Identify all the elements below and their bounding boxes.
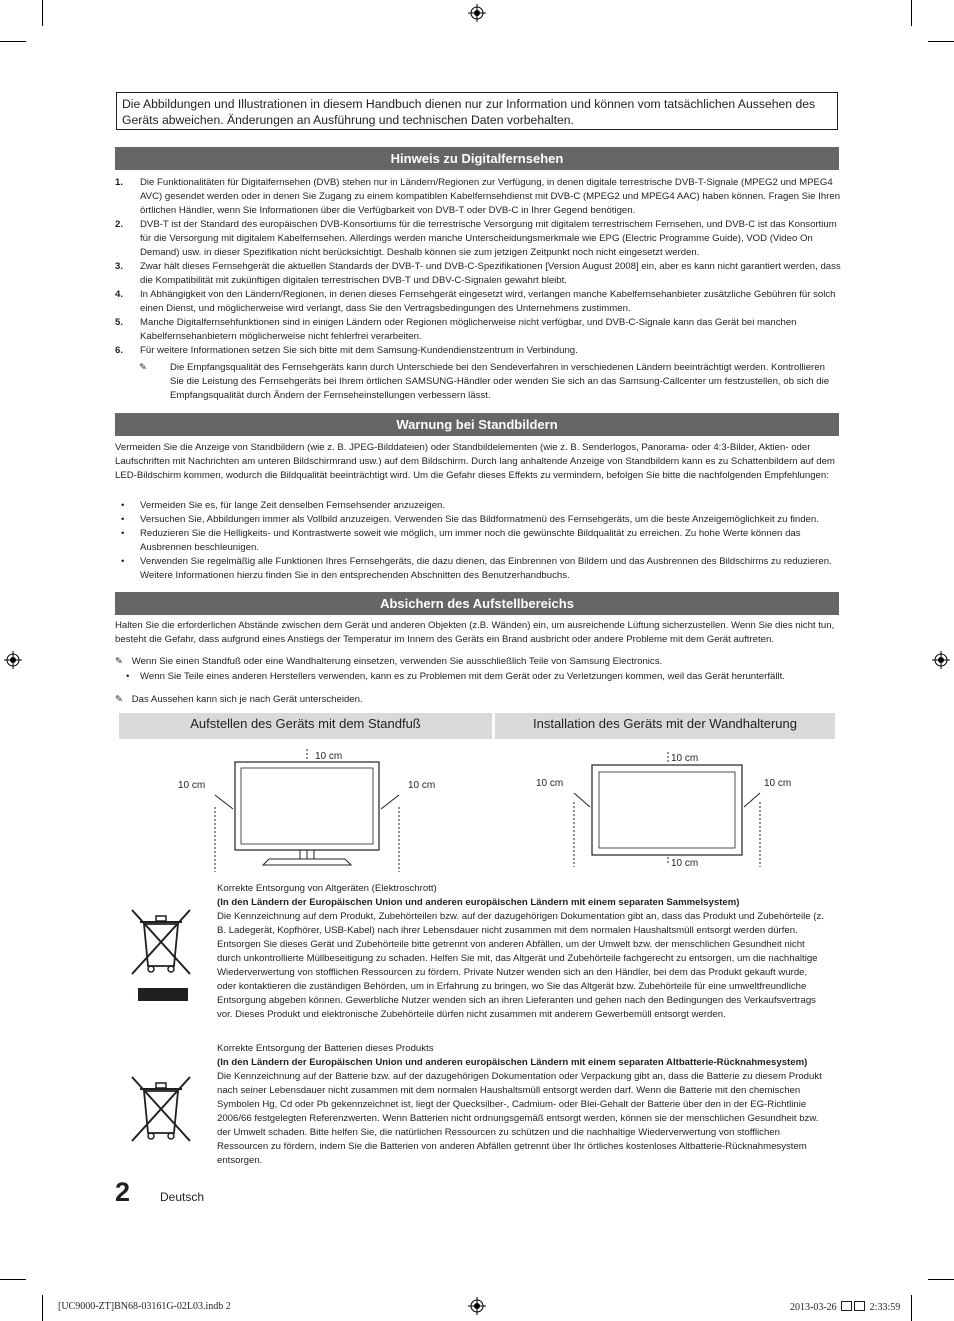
installation-note-1-sub: • Wenn Sie Teile eines anderen Herstellers verwenden, kann es zu Problemen mit dem Gerät oder zu Verletzungen kommen, weil das Gerät herunterfällt. [126, 671, 785, 682]
registration-mark-icon [4, 651, 22, 669]
section-header-installation: Absichern des Aufstellbereichs [115, 592, 839, 615]
list-item: • Reduzieren Sie die Helligkeits- und Kontrastwerte soweit wie möglich, um immer noch die gewünschte Bildqualität zu erreichen. Zu hohe Werte können das Ausbrennen beschleunigen. [121, 528, 801, 553]
list-item: • Verwenden Sie regelmäßig alle Funktionen Ihres Fernsehgeräts, die dazu dienen, das Einbrennen von Bildern und das Ausbrennen des Bildschirms zu reduzieren. Weitere Informationen hierzu finden Sie in den entsprechenden Abschnitten des Benutzerhandbuchs. [121, 556, 832, 581]
crop-mark [928, 1279, 954, 1280]
dimension-label-left: 10 cm [178, 780, 206, 791]
battery-title: Korrekte Entsorgung der Batterien dieses Produkts [217, 1043, 434, 1054]
crop-mark [42, 0, 43, 26]
dimension-label-bottom: 10 cm [671, 858, 699, 869]
crop-mark [928, 41, 954, 42]
page-language: Deutsch [160, 1190, 205, 1204]
registration-mark-icon [468, 1297, 486, 1315]
crop-mark [911, 0, 912, 26]
print-file-name: [UC9000-ZT]BN68-03161G-02L03.indb 2 [58, 1301, 231, 1312]
pencil-note-icon: ✎ [115, 656, 124, 667]
registration-mark-icon [468, 4, 486, 22]
list-item: 6. Für weitere Informationen setzen Sie sich bitte mit dem Samsung-Kundendienstzentrum in Verbindung. [115, 345, 578, 356]
weee-body: Die Kennzeichnung auf dem Produkt, Zubehörteilen bzw. auf der dazugehörigen Dokumentation gibt an, dass das Produkt und Zubehörteile (z. B. Ladegerät, Kopfhörer, USB-Kabel) nach ihrer Lebensdauer nicht zusammen mit dem normalen Haushaltsmüll entsorgt werden dürfen. Entsorgen Sie dieses Gerät und Zubehörteile bitte getrennt von anderen Abfällen, um der Umwelt bzw. der menschlichen Gesundheit nicht durch unkontrollierte Müllbeseitigung zu schaden. Helfen Sie mit, das Altgerät und Zubehörteile fachgerecht zu entsorgen, um die nachhaltige Wiederverwertung von stofflichen Ressourcen zu fördern. Private Nutzer wenden sich an den Händler, bei dem das Produkt gekauft wurde, oder kontaktieren die zuständigen Behörden, um in Erfahrung zu bringen, wo Sie das Altgerät bzw. Zubehörteile für eine umweltfreundliche Entsorgung abgeben können. Gewerbliche Nutzer wenden sich an ihren Lieferanten und gehen nach den Bedingungen des Verkaufsvertrags vor. Dieses Produkt und elektronische Zubehörteile dürfen nicht zusammen mit anderem Gewerbemüll entsorgt werden. [217, 911, 824, 1020]
stand-install-header: Aufstellen des Geräts mit dem Standfuß [119, 713, 492, 739]
page-number: 2 [115, 1177, 131, 1207]
crossed-bin-icon [130, 908, 192, 1003]
installation-note-1: ✎ Wenn Sie einen Standfuß oder eine Wandhalterung einsetzen, verwenden Sie ausschließlich Teile von Samsung Electronics. [115, 656, 663, 667]
pencil-note-icon: ✎ [139, 362, 148, 373]
section-header-digital-tv: Hinweis zu Digitalfernsehen [115, 147, 839, 170]
stand-clearance-diagram [175, 747, 445, 872]
still-images-intro: Vermeiden Sie die Anzeige von Standbildern (wie z. B. JPEG-Bilddateien) oder Standbildelementen (wie z. B. Senderlogos, Panorama- oder 4:3-Bilder, Aktien- oder Laufschriften mit Nachrichten am unteren Bildschirmrand usw.) auf dem Bildschirm. Durch lang anhaltende Anzeige von Standbildern kann es zu Schattenbildern auf dem LED-Bildschirm kommen, wodurch die Bildqualität beeinträchtigt wird. Um die Gefahr dieses Effekts zu vermindern, befolgen Sie bitte die nachfolgenden Empfehlungen: [115, 442, 835, 481]
print-date: 2013-03-26 2:33:59 [790, 1302, 901, 1313]
bullet: • [126, 671, 130, 682]
calendar-glyph-icon [841, 1301, 852, 1311]
dimension-label-right: 10 cm [764, 778, 792, 789]
dimension-label-top: 10 cm [315, 751, 343, 762]
section-header-still-images: Warnung bei Standbildern [115, 413, 839, 436]
battery-disposal-text [217, 1042, 829, 1168]
list-item: • Vermeiden Sie es, für lange Zeit denselben Fernsehsender anzuzeigen. [121, 500, 446, 511]
list-item: • Versuchen Sie, Abbildungen immer als Vollbild anzuzeigen. Verwenden Sie das Bildformatmenü des Fernsehgeräts, um die beste Anzeigemöglichkeit zu finden. [121, 514, 819, 525]
list-item: 1. Die Funktionalitäten für Digitalfernsehen (DVB) stehen nur in Ländern/Regionen zur Verfügung, in denen digitale terrestrische DVB-T-Signale (MPEG2 und MPEG4 AVC) gesendet werden oder in denen Sie Zugang zu einem kompatiblen Kabelfernsehdienst mit DVB-C (MPEG2 und MPEG4 AAC) haben können. Fragen Sie Ihren örtlichen Händler, wenn Sie Informationen über die Verfügbarkeit von DVB-T oder DVB-C in Ihrer Gegend benötigen. [115, 177, 841, 216]
crop-mark [42, 1295, 43, 1321]
wall-install-header: Installation des Geräts mit der Wandhalterung [495, 713, 835, 739]
crossed-battery-bin-icon [130, 1075, 192, 1147]
still-images-list [115, 499, 841, 583]
reception-note: ✎ Die Empfangsqualität des Fernsehgeräts kann durch Unterschiede bei den Sendeverfahren in verschiedenen Ländern beeinträchtigt werden. Kontrollieren Sie die Leistung des Fernsehgeräts bei Ihrem örtlichen SAMSUNG-Händler oder wenden Sie sich an das Samsung-Callcenter um festzustellen, ob sich die Empfangsqualität durch Ändern der Fernseheinstellungen verbessern lässt. [139, 362, 830, 401]
list-item: 5. Manche Digitalfernsehfunktionen sind in einigen Ländern oder Regionen möglicherweise nicht verfügbar, und DVB-C-Signale kann das Gerät bei manchen Kabelfernsehanbietern möglicherweise nicht fehlerfrei verarbeiten. [115, 317, 797, 342]
weee-disposal-text [217, 882, 829, 1022]
dimension-label-top: 10 cm [671, 753, 699, 764]
pencil-note-icon: ✎ [115, 694, 124, 705]
calendar-glyph-icon [854, 1301, 865, 1311]
installation-note-2: ✎ Das Aussehen kann sich je nach Gerät unterscheiden. [115, 694, 363, 705]
crop-mark [0, 1279, 26, 1280]
crop-mark [0, 41, 26, 42]
disclaimer-box: Die Abbildungen und Illustrationen in diesem Handbuch dienen nur zur Information und können vom tatsächlichen Aussehen des Geräts abweichen. Änderungen an Ausführung und technischen Daten vorbehalten. [116, 92, 838, 130]
weee-subtitle: (In den Ländern der Europäischen Union und anderen europäischen Ländern mit einem separaten Sammelsystem) [217, 897, 740, 908]
list-item: 3. Zwar hält dieses Fernsehgerät die aktuellen Standards der DVB-T- und DVB-C-Spezifikationen [Version August 2008] ein, aber es kann nicht garantiert werden, dass die Kompatibilität mit zukünftigen digitalen terrestrischen DVB-T und DBV-C-Signalen gewahrt bleibt. [115, 261, 841, 286]
registration-mark-icon [932, 651, 950, 669]
dimension-label-right: 10 cm [408, 780, 436, 791]
installation-intro: Halten Sie die erforderlichen Abstände zwischen dem Gerät und anderen Objekten (z.B. Wänden) ein, um ausreichende Lüftung sicherzustellen. Wenn Sie dies nicht tun, besteht die Gefahr, dass aufgrund eines Anstiegs der Temperatur im Innern des Geräts ein Brand ausbricht oder andere Probleme mit dem Gerät auftreten. [115, 620, 835, 645]
dimension-label-left: 10 cm [536, 778, 564, 789]
wall-clearance-diagram [545, 747, 795, 872]
crop-mark [911, 1295, 912, 1321]
digital-tv-list [115, 176, 841, 403]
battery-body: Die Kennzeichnung auf der Batterie bzw. auf der dazugehörigen Dokumentation oder Verpackung gibt an, dass die Batterie zu diesem Produkt nach seiner Lebensdauer nicht zusammen mit dem normalen Haushaltsmüll entsorgt werden darf. Wenn die Batterie mit den chemischen Symbolen Hg, Cd oder Pb gekennzeichnet ist, liegt der Quecksilber-, Cadmium- oder Blei-Gehalt der Batterie über den in der EG-Richtlinie 2006/66 festgelegten Referenzwerten. Wenn Batterien nicht ordnungsgemäß entsorgt werden, können sie der menschlichen Gesundheit bzw. der Umwelt schaden. Bitte helfen Sie, die natürlichen Ressourcen zu schützen und die nachhaltige Wiederverwertung von stofflichen Ressourcen zu fördern, indem Sie die Batterien von anderen Abfällen getrennt über Ihr örtliches kostenloses Altbatterie-Rücknahmesystem entsorgen. [217, 1071, 822, 1166]
battery-subtitle: (In den Ländern der Europäischen Union und anderen europäischen Ländern mit einem separaten Altbatterie-Rücknahmesystem) [217, 1057, 808, 1068]
weee-title: Korrekte Entsorgung von Altgeräten (Elektroschrott) [217, 883, 437, 894]
list-item: 2. DVB-T ist der Standard des europäischen DVB-Konsortiums für die terrestrische Versorgung mit digitalem terrestrischem Fernsehen, und DVB-C ist das Konsortium für die Versorgung mit digitalem Kabelfernsehen. Allerdings werden manche Unterscheidungsmerkmale wie EPG (Electric Programme Guide), VOD (Video On Demand) usw. in dieser Spezifikation nicht berücksichtigt. Deshalb können sie zum jetzigen Zeitpunkt noch nicht eingesetzt werden. [115, 219, 837, 258]
list-item: 4. In Abhängigkeit von den Ländern/Regionen, in denen dieses Fernsehgerät eingesetzt wird, verlangen manche Kabelfernsehanbieter zusätzliche Gebühren für solch einen Dienst, und möglicherweise wird verlangt, dass Sie den Vertragsbedingungen des Unternehmens zustimmen. [115, 289, 836, 314]
